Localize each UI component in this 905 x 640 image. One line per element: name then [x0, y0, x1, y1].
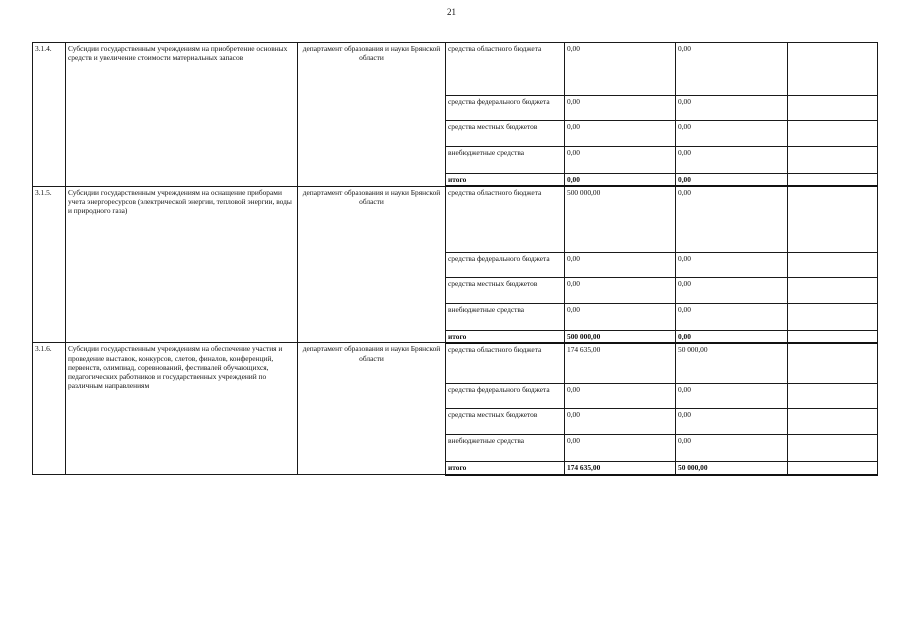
amount-cell: 500 000,00	[565, 330, 676, 343]
amount-cell: 500 000,00	[565, 186, 676, 252]
item-description: Субсидии государственным учреждениям на обеспечение участия и проведение выставок, конкурсов, слетов, финалов, конференций, первенств, олимпиад, соревнований, фестивалей обучающихся, педагогических работников и государственных учреждений по различным направлениям	[66, 343, 298, 475]
amount-cell	[788, 252, 878, 277]
amount-cell	[788, 303, 878, 330]
amount-cell	[788, 186, 878, 252]
table-row	[33, 186, 878, 252]
amount-cell	[788, 384, 878, 409]
amount-cell: 0,00	[565, 435, 676, 462]
funding-source: итого	[446, 330, 565, 343]
amount-cell	[788, 174, 878, 187]
funding-source: средства местных бюджетов	[446, 121, 565, 147]
amount-cell: 0,00	[676, 330, 788, 343]
item-code: 3.1.6.	[33, 343, 66, 475]
item-description: Субсидии государственным учреждениям на оснащение приборами учета энергоресурсов (электрической энергии, тепловой энергии, воды и природного газа)	[66, 186, 298, 343]
amount-cell: 0,00	[565, 277, 676, 303]
amount-cell	[788, 343, 878, 384]
amount-cell	[788, 121, 878, 147]
amount-cell: 50 000,00	[676, 343, 788, 384]
funding-source: средства федерального бюджета	[446, 384, 565, 409]
amount-cell: 0,00	[676, 277, 788, 303]
item-department: департамент образования и науки Брянской области	[298, 343, 446, 475]
amount-cell: 0,00	[565, 303, 676, 330]
amount-cell: 0,00	[565, 409, 676, 435]
funding-source: средства местных бюджетов	[446, 409, 565, 435]
funding-source: средства федерального бюджета	[446, 96, 565, 121]
amount-cell: 0,00	[676, 384, 788, 409]
amount-cell	[788, 147, 878, 174]
amount-cell: 0,00	[676, 303, 788, 330]
funding-source: внебюджетные средства	[446, 147, 565, 174]
amount-cell: 0,00	[565, 96, 676, 121]
funding-source: внебюджетные средства	[446, 435, 565, 462]
table-row	[33, 43, 878, 96]
amount-cell	[788, 96, 878, 121]
amount-cell: 0,00	[676, 121, 788, 147]
amount-cell: 0,00	[565, 43, 676, 96]
amount-cell: 0,00	[565, 174, 676, 187]
amount-cell: 0,00	[565, 252, 676, 277]
funding-source: итого	[446, 174, 565, 187]
amount-cell	[788, 409, 878, 435]
amount-cell	[788, 277, 878, 303]
item-description: Субсидии государственным учреждениям на приобретение основных средств и увеличение стоимости материальных запасов	[66, 43, 298, 187]
amount-cell: 0,00	[565, 384, 676, 409]
item-code: 3.1.4.	[33, 43, 66, 187]
item-department: департамент образования и науки Брянской области	[298, 43, 446, 187]
amount-cell	[788, 43, 878, 96]
amount-cell: 0,00	[676, 96, 788, 121]
amount-cell: 0,00	[676, 186, 788, 252]
item-code: 3.1.5.	[33, 186, 66, 343]
funding-source: средства федерального бюджета	[446, 252, 565, 277]
amount-cell: 0,00	[565, 147, 676, 174]
amount-cell	[788, 330, 878, 343]
amount-cell: 0,00	[676, 409, 788, 435]
amount-cell: 0,00	[676, 252, 788, 277]
amount-cell: 174 635,00	[565, 462, 676, 475]
amount-cell	[788, 435, 878, 462]
amount-cell	[788, 462, 878, 475]
funding-source: средства областного бюджета	[446, 43, 565, 96]
page-number: 21	[447, 7, 456, 17]
amount-cell: 0,00	[676, 435, 788, 462]
budget-table	[32, 42, 878, 476]
amount-cell: 0,00	[565, 121, 676, 147]
amount-cell: 50 000,00	[676, 462, 788, 475]
funding-source: внебюджетные средства	[446, 303, 565, 330]
funding-source: средства местных бюджетов	[446, 277, 565, 303]
amount-cell: 0,00	[676, 147, 788, 174]
funding-source: итого	[446, 462, 565, 475]
amount-cell: 0,00	[676, 43, 788, 96]
funding-source: средства областного бюджета	[446, 186, 565, 252]
item-department: департамент образования и науки Брянской области	[298, 186, 446, 343]
amount-cell: 0,00	[676, 174, 788, 187]
amount-cell: 174 635,00	[565, 343, 676, 384]
table-row	[33, 343, 878, 384]
funding-source: средства областного бюджета	[446, 343, 565, 384]
